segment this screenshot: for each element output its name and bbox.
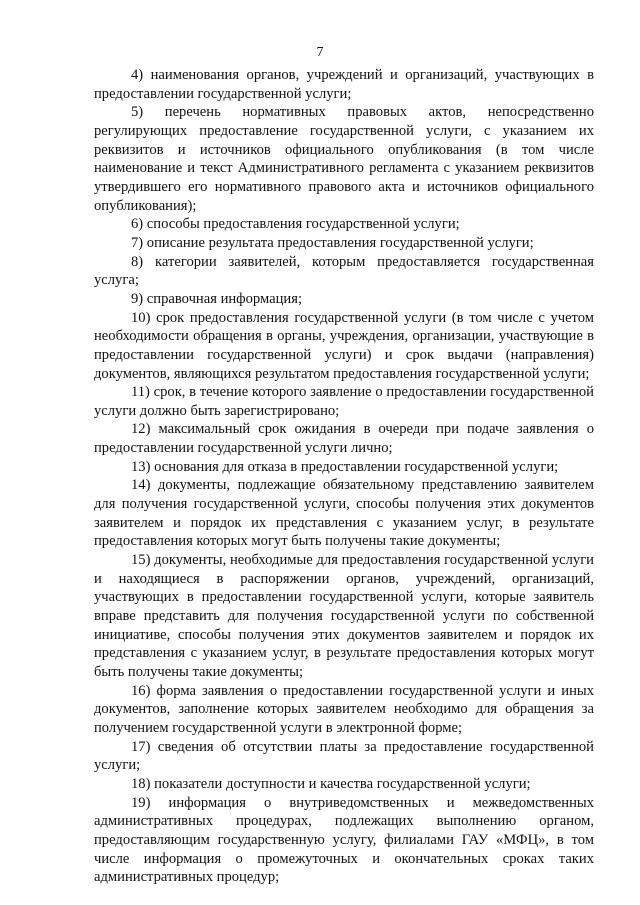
- list-item-16: 16) форма заявления о предоставлении государственной услуги и иных документов, заполнение которых заявителем необходимо для обращения за получением государственной услуги в электронной форме;: [94, 682, 594, 736]
- list-item-18: 18) показатели доступности и качества государственной услуги;: [131, 775, 531, 792]
- list-item-4: 4) наименования органов, учреждений и организаций, участвующих в предоставлении государственной услуги;: [94, 67, 594, 102]
- list-item-9: 9) справочная информация;: [131, 290, 303, 307]
- list-item-7: 7) описание результата предоставления государственной услуги;: [131, 234, 534, 251]
- list-item-13: 13) основания для отказа в предоставлении государственной услуги;: [131, 458, 559, 475]
- list-item-10: 10) срок предоставления государственной услуги (в том числе с учетом необходимости обращения в органы, учреждения, организации, участвующие в предоставлении государственной услуги) и срок выдачи (направления) документов, являющихся результатом предоставления государственной услуги;: [94, 309, 594, 382]
- list-item-19: 19) информация о внутриведомственных и межведомственных административных процедурах, подлежащих выполнению органом, предоставляющим государственную услугу, филиалами ГАУ «МФЦ», в том числе информация о промежуточных и окончательных сроках таких административных процедур;: [94, 794, 594, 886]
- list-item-15: 15) документы, необходимые для предоставления государственной услуги и находящиеся в распоряжении органов, учреждений, организаций, участвующих в предоставлении государственной услуги, которые заявитель вправе представить для получения государственной услуги по собственной инициативе, способы получения этих документов заявителем и порядок их представления с указанием услуг, в результате предоставления которых могут быть получены такие документы;: [94, 552, 594, 680]
- page-number: 7: [316, 45, 324, 60]
- document-body: [94, 66, 594, 887]
- list-item-5: 5) перечень нормативных правовых актов, непосредственно регулирующих предоставление государственной услуги, с указанием их реквизитов и источников официального опубликования (в том числе наименование и текст Административного регламента с указанием реквизитов утвердившего его нормативного правового акта и источников официального опубликования);: [94, 104, 594, 214]
- list-item-11: 11) срок, в течение которого заявление о предоставлении государственной услуги должно быть зарегистрировано;: [94, 384, 594, 419]
- list-item-12: 12) максимальный срок ожидания в очереди при подаче заявления о предоставлении государственной услуги лично;: [94, 421, 594, 457]
- list-item-14: 14) документы, подлежащие обязательному представлению заявителем для получения государственной услуги, способы получения этих документов заявителем и порядок их представления с указанием услуг, в результате предоставления которых могут быть получены такие документы;: [94, 477, 594, 550]
- list-item-8: 8) категории заявителей, которым предоставляется государственная услуга;: [94, 253, 594, 289]
- list-item-6: 6) способы предоставления государственной услуги;: [131, 216, 460, 233]
- list-item-17: 17) сведения об отсутствии платы за предоставление государственной услуги;: [94, 738, 594, 774]
